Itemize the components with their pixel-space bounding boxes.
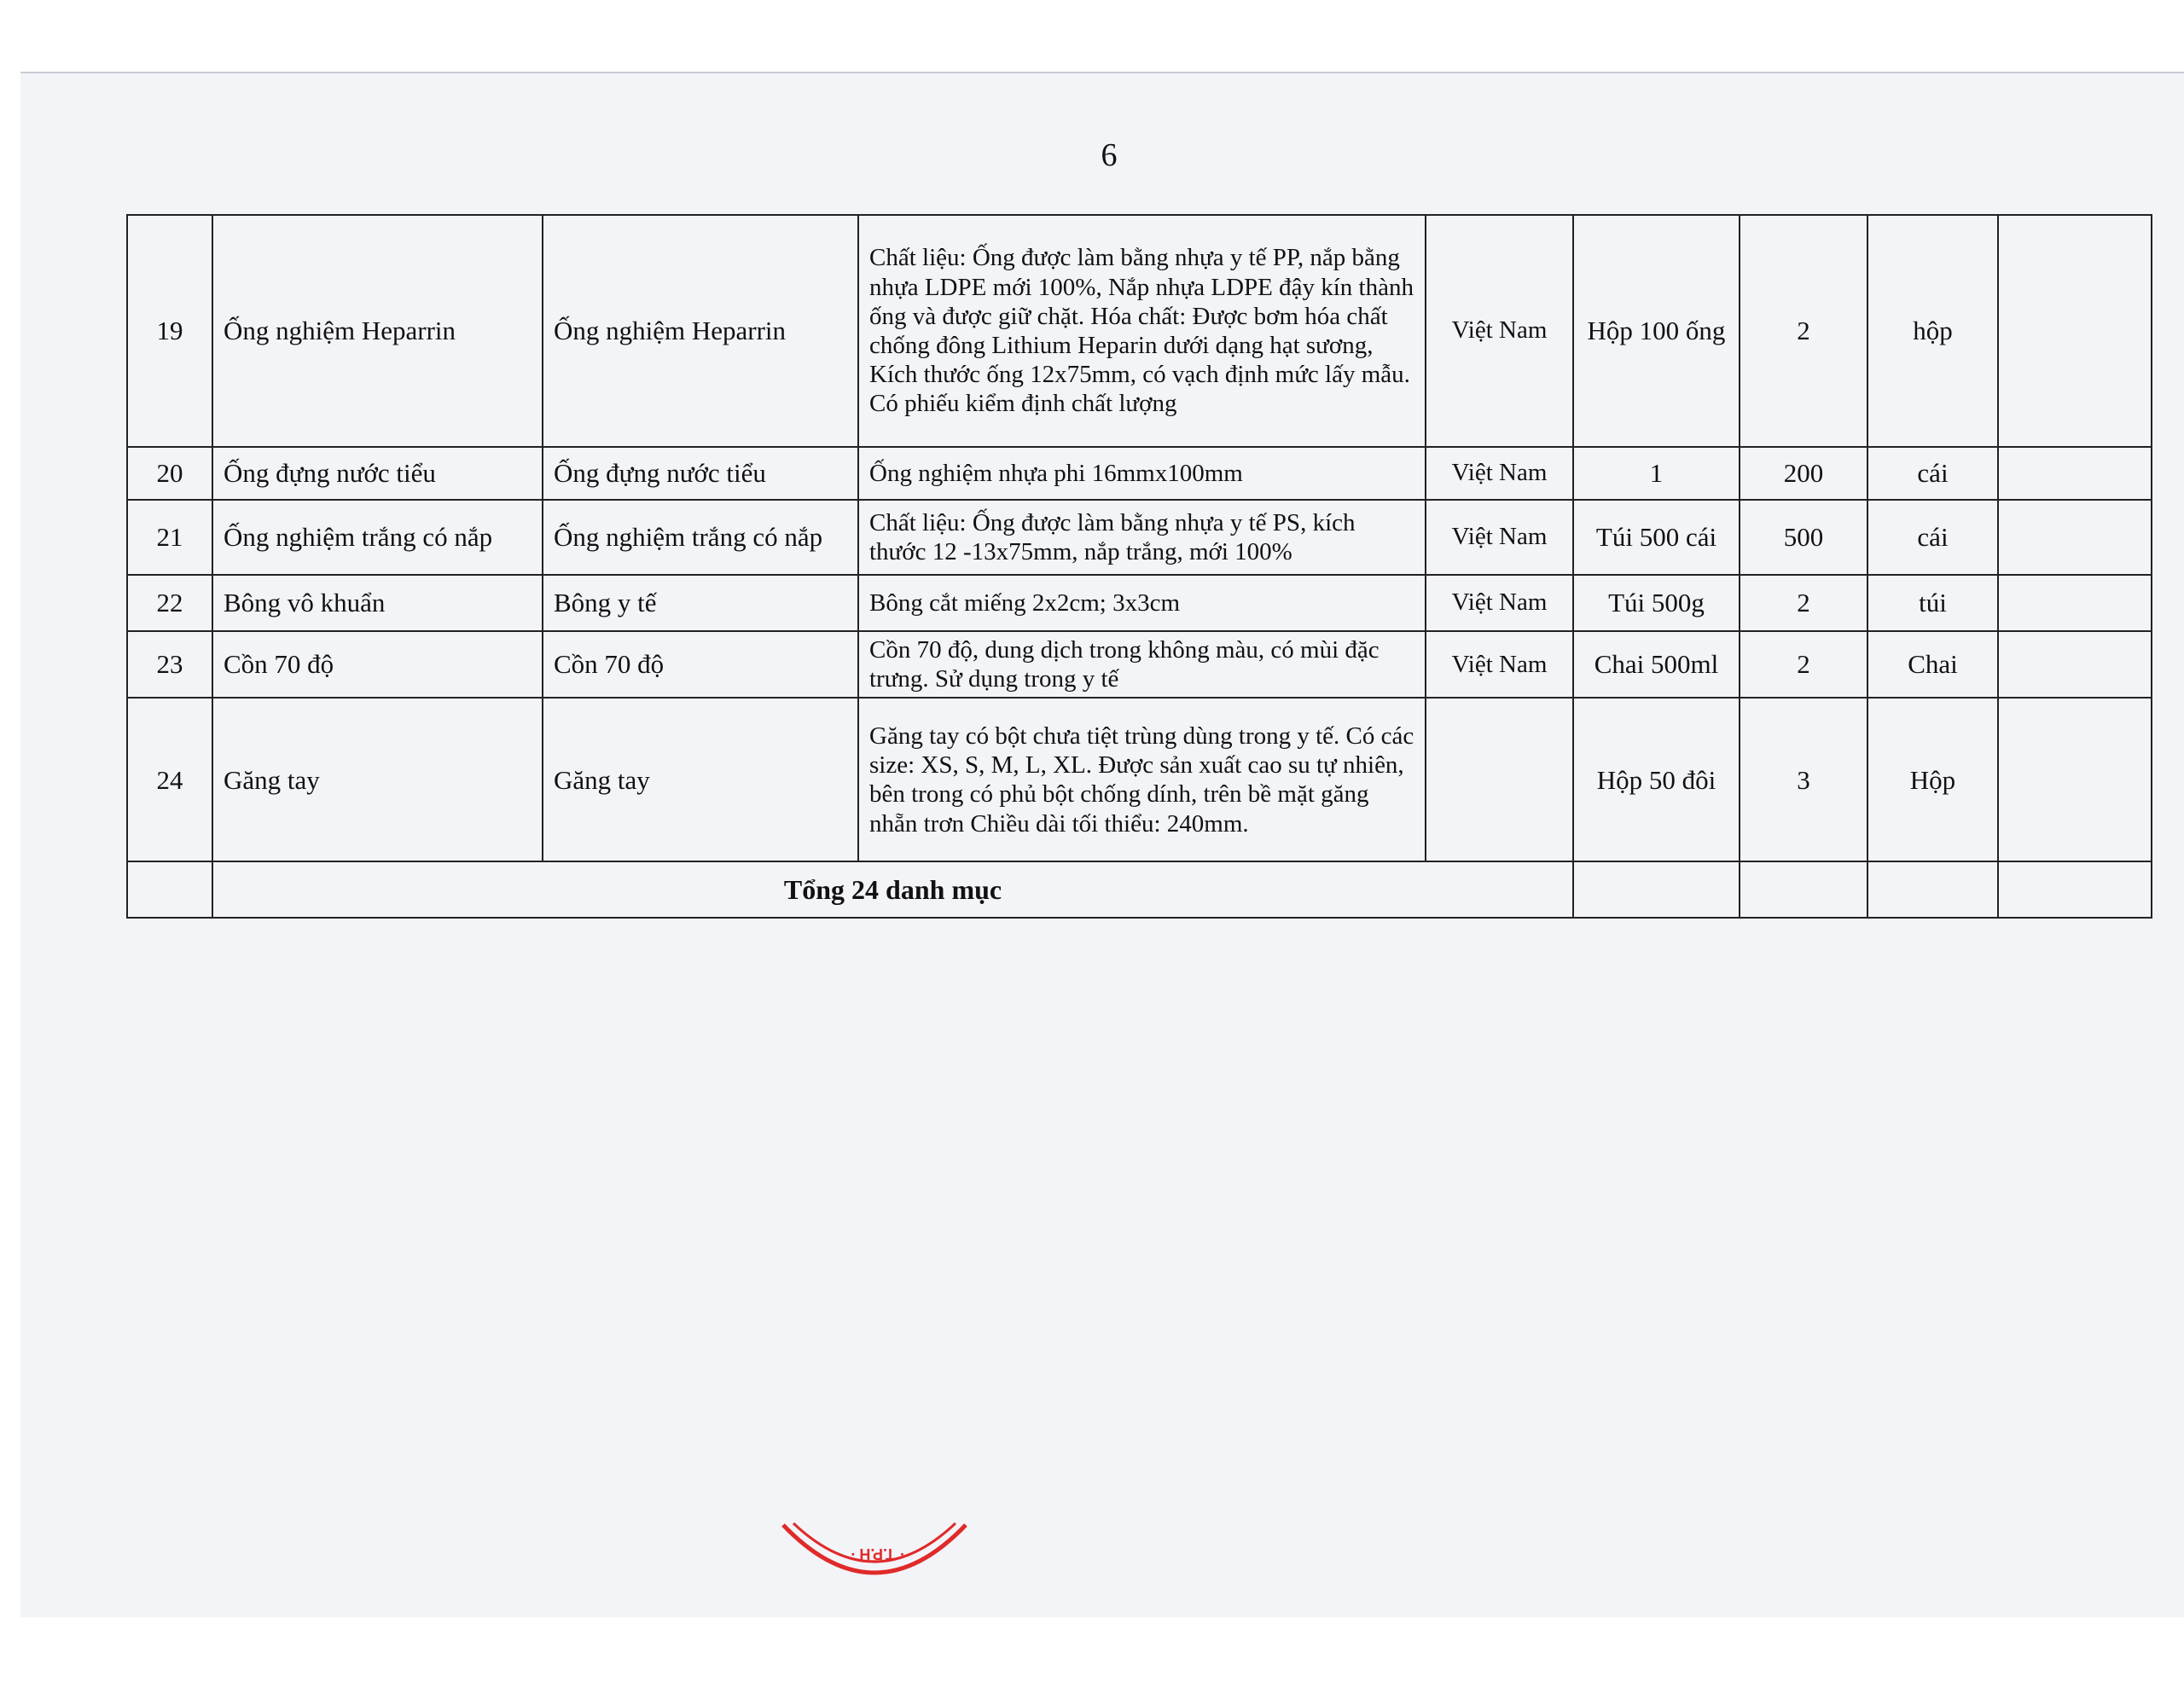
cell-no: 19: [127, 215, 212, 447]
cell-packing: Chai 500ml: [1573, 631, 1740, 698]
cell-spec: Bông cắt miếng 2x2cm; 3x3cm: [858, 575, 1426, 631]
cell-spec: Chất liệu: Ống được làm bằng nhựa y tế PP, nắp bằng nhựa LDPE mới 100%, Nắp nhựa LDPE đậy kín thành ống và được giữ chặt. Hóa chất: Được bơm hóa chất chống đông Lithium Heparin dưới dạng hạt sương, Kích thước ống 12x75mm, có vạch định mức lấy mẫu. Có phiếu kiểm định chất lượng: [858, 215, 1426, 447]
cell-origin: Việt Nam: [1426, 215, 1573, 447]
cell-unit: cái: [1867, 500, 1998, 575]
cell-quantity: 2: [1740, 215, 1867, 447]
cell-alt-name: Cồn 70 độ: [543, 631, 858, 698]
cell-spec: Găng tay có bột chưa tiệt trùng dùng trong y tế. Có các size: XS, S, M, L, XL. Được sản xuất cao su tự nhiên, bên trong có phủ bột chống dính, trên bề mặt găng nhẵn trơn Chiều dài tối thiểu: 240mm.: [858, 698, 1426, 861]
svg-text:· T.P.H ·: · T.P.H ·: [850, 1545, 904, 1562]
red-seal-stamp: [776, 1518, 973, 1595]
cell-packing: 1: [1573, 447, 1740, 500]
cell-no: 22: [127, 575, 212, 631]
cell-name: Ống nghiệm Heparrin: [212, 215, 543, 447]
cell-origin: Việt Nam: [1426, 500, 1573, 575]
cell-name: Găng tay: [212, 698, 543, 861]
cell-unit: Chai: [1867, 631, 1998, 698]
total-cell-empty: [1998, 861, 2152, 918]
cell-unit: cái: [1867, 447, 1998, 500]
total-cell-empty: [1740, 861, 1867, 918]
cell-quantity: 2: [1740, 631, 1867, 698]
cell-origin: Việt Nam: [1426, 575, 1573, 631]
cell-quantity: 3: [1740, 698, 1867, 861]
cell-packing: Hộp 50 đôi: [1573, 698, 1740, 861]
cell-alt-name: Ống nghiệm trắng có nắp: [543, 500, 858, 575]
cell-note: [1998, 215, 2152, 447]
table-row: [127, 575, 2152, 631]
cell-origin: Việt Nam: [1426, 447, 1573, 500]
cell-unit: túi: [1867, 575, 1998, 631]
cell-origin: [1426, 698, 1573, 861]
cell-name: Ống nghiệm trắng có nắp: [212, 500, 543, 575]
cell-packing: Túi 500g: [1573, 575, 1740, 631]
cell-quantity: 2: [1740, 575, 1867, 631]
cell-note: [1998, 631, 2152, 698]
cell-name: Bông vô khuẩn: [212, 575, 543, 631]
cell-unit: Hộp: [1867, 698, 1998, 861]
cell-alt-name: Bông y tế: [543, 575, 858, 631]
cell-quantity: 200: [1740, 447, 1867, 500]
cell-spec: Chất liệu: Ống được làm bằng nhựa y tế PS, kích thước 12 -13x75mm, nắp trắng, mới 100%: [858, 500, 1426, 575]
cell-note: [1998, 698, 2152, 861]
total-cell-empty: [1867, 861, 1998, 918]
cell-spec: Ống nghiệm nhựa phi 16mmx100mm: [858, 447, 1426, 500]
cell-packing: Hộp 100 ống: [1573, 215, 1740, 447]
cell-name: Ống đựng nước tiểu: [212, 447, 543, 500]
cell-spec: Cồn 70 độ, dung dịch trong không màu, có mùi đặc trưng. Sử dụng trong y tế: [858, 631, 1426, 698]
supplies-table: [126, 214, 2152, 919]
table-row: [127, 215, 2152, 447]
cell-no: 20: [127, 447, 212, 500]
page-number: 6: [1101, 137, 1118, 173]
total-cell-empty: [127, 861, 212, 918]
total-row: [127, 861, 2152, 918]
total-cell-empty: [1573, 861, 1740, 918]
total-label: Tổng 24 danh mục: [212, 861, 1573, 918]
cell-unit: hộp: [1867, 215, 1998, 447]
cell-no: 21: [127, 500, 212, 575]
cell-name: Cồn 70 độ: [212, 631, 543, 698]
cell-packing: Túi 500 cái: [1573, 500, 1740, 575]
cell-alt-name: Ống đựng nước tiểu: [543, 447, 858, 500]
table-row: [127, 698, 2152, 861]
table-row: [127, 447, 2152, 500]
table-body: [127, 215, 2152, 861]
cell-alt-name: Ống nghiệm Heparrin: [543, 215, 858, 447]
cell-no: 23: [127, 631, 212, 698]
cell-origin: Việt Nam: [1426, 631, 1573, 698]
table-row: [127, 631, 2152, 698]
cell-note: [1998, 575, 2152, 631]
cell-note: [1998, 500, 2152, 575]
cell-note: [1998, 447, 2152, 500]
cell-no: 24: [127, 698, 212, 861]
cell-quantity: 500: [1740, 500, 1867, 575]
table-row: [127, 500, 2152, 575]
cell-alt-name: Găng tay: [543, 698, 858, 861]
